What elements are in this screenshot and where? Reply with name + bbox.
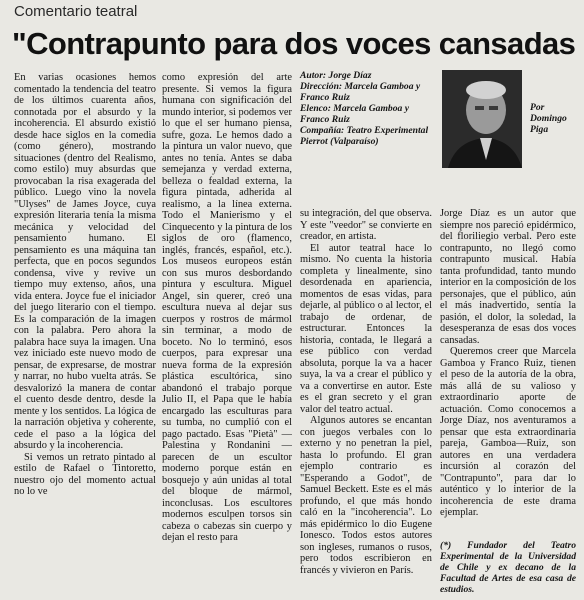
factsheet-direction: Dirección: Marcela Gamboa y Franco Ruiz — [300, 81, 421, 103]
factsheet-company: Compañía: Teatro Experimental Pierrot (Valparaíso) — [300, 125, 429, 147]
factsheet-author: Autor: Jorge Díaz — [300, 70, 372, 81]
portrait-image — [442, 70, 522, 168]
play-factsheet — [300, 70, 435, 147]
article-column-4 — [440, 208, 576, 536]
author-photo — [442, 70, 522, 168]
paragraph: Algunos autores se encantan con juegos verbales con lo externo y no penetran la piel, hasta lo profundo. El gran ejemplo contrario es "Esperando a Godot", de Samuel Beckett. Este es el más profundo, el que más hondo caló en la "incoherencia". Lo más epidérmico lo dio Eugene Ionesco. Todos estos autores son ingleses, rumanos o rusos, pero todos escribieron en francés y vivieron en París. — [300, 415, 432, 576]
headline: "Contrapunto para dos voces cansadas — [12, 26, 576, 61]
paragraph: El autor teatral hace lo mismo. No cuenta la historia completa y linealmente, sino desordenada en apariencia, momentos de esas vidas, para dejarle, al público o al lector, el trabajo de ordenar, de estructurar. Entonces la historia, contada, le llegará a ese público con verdad absoluta, porque la va a hacer suya, la va a crear el público y va a convertirse en autor. Este es el gran secreto y el gran valor del teatro actual. — [300, 242, 432, 415]
paragraph: su integración, del que observa. Y este "veedor" se convierte en creador, en artista. — [300, 208, 432, 242]
paragraph: Jorge Díaz es un autor que siempre nos pareció epidérmico, del floriliegio verbal. Pero este contrapunto, no llegó como contrapunto musical. Había tanta profundidad, tanto mundo interior en la composición de los personajes, que el público, aún el más inadvertido, sentía la pasión, el dolor, la soledad, la desesperanza de esas dos voces cansadas. — [440, 208, 576, 346]
article-column-2 — [162, 72, 292, 598]
paragraph: como expresión del arte presente. Si vemos la figura humana con significación del mundo interior, si podemos ver lo que el ser humano piensa, sufre, goza. Le hemos dado a la pintura un valor nuevo, que antes no tenía. Antes se daba semejanza y verdad externa, belleza o fealdad externa, la figura pintada, adherida al realismo, a la línea externa. Todo el Manierismo y el Cinquecento y la pintura de los siglos de oro (flamenco, inglés, francés, español, etc.). Los museos europeos están con sus muros desbordando pintura y escultura. Miguel Angel, sin querer, creó una escultura nueva al dejar sus cuerpos y rostros de mármol sin terminar, a modo de boceto. No lo terminó, esos cuerpos, para expresar una nueva forma de la expresión plástica escultórica, sino abandonó el trabajo porque Julio II, el Papa que le había encargado las esculturas para su tumba, no cumplió con el pago pactado. Esas "Pietà" — Palestina y Rondanini — parecen de un escultor moderno porque están en bosquejo y aún unidas al total del bloque de mármol, inconclusas. Los escultores modernos esculpen torsos sin cabeza o cabezas sin cuerpo y dejan el resto para — [162, 72, 292, 543]
factsheet-cast: Elenco: Marcela Gamboa y Franco Ruiz — [300, 103, 409, 125]
paragraph: En varias ocasiones hemos comentado la tendencia del teatro de los últimos cuarenta años, connotada por el absurdo y la incoherencia. El absurdo existió desde hace siglos en la comedia (como género), mostrando situaciones (dentro del Realismo, como estilo) muy absurdas que provocaban la risa exagerada del público. Luego vino la novela "Ulyses" de James Joyce, cuya expresión literaria tenía la misma mecánica y velocidad del pensamiento humano. El pensamiento es una máquina tan perfecta, que en pocos segundos condensa, vive y revive un tiempo muy extenso, años, una vida entera. Joyce fue el iniciador del juego literario con el tiempo. Es la comparación de la imagen con la palabra. Pero ahora la palabra hace suya la imagen. Una vez iniciado este nuevo modo de pensar, de expresarse, de mostrar y narrar, no hubo vuelta atrás. Se desvalorizó la manera de contar el cuento desde dentro, desde la mente y los sentidos. La lógica de la narración objetiva y coherente, cede el paso a la lógica del absurdo y la incoherencia. — [14, 72, 156, 451]
article-column-3 — [300, 208, 432, 598]
article-column-1 — [14, 72, 156, 598]
author-footnote: (*) Fundador del Teatro Experimental de la Universidad de Chile y ex decano de la Facultad de Artes de esa casa de estudios. — [440, 540, 576, 595]
paragraph: Si vemos un retrato pintado al estilo de Rafael o Tintoretto, nuestro ojo del momento actual no lo ve — [14, 451, 156, 497]
byline: Por Domingo Piga — [530, 102, 567, 135]
paragraph: Queremos creer que Marcela Gamboa y Franco Ruiz, tienen el peso de la autoría de la obra, más allá de su valioso y extraordinario aporte de actuación. Como conocemos a Jorge Díaz, nos aventuramos a pensar que esta extraordinaria pareja, Gamboa—Ruiz, son autores en una verdadera incursión al corazón del "Contrapunto", para dar lo auténtico y lo interior de la incoherencia de este drama ejemplar. — [440, 346, 576, 518]
section-label: Comentario teatral — [14, 3, 138, 20]
